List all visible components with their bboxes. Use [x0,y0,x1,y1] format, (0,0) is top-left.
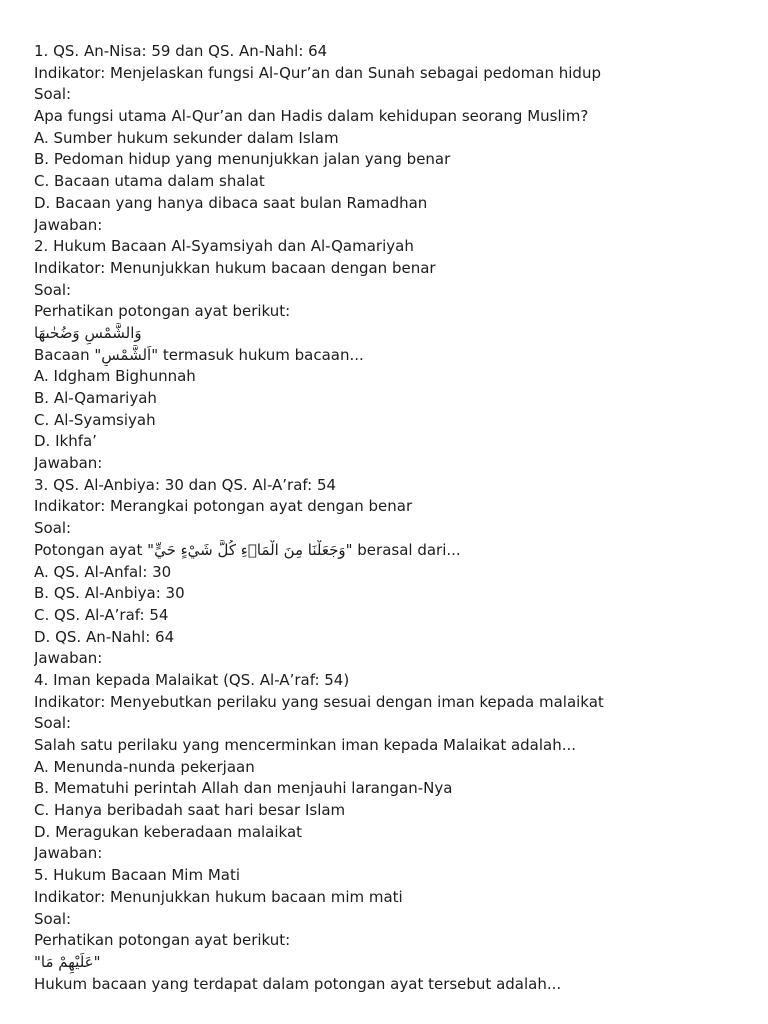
question-5-arabic-verse: "عَلَيْهِمْ مَا" [34,952,101,971]
question-1-option-c: C. Bacaan utama dalam shalat [34,172,265,191]
question-4-soal-label: Soal: [34,714,72,733]
question-1-option-a: A. Sumber hukum sekunder dalam Islam [34,128,339,147]
question-1-text: Apa fungsi utama Al-Qur’an dan Hadis dalam kehidupan seorang Muslim? [34,107,589,126]
question-5-indicator: Indikator: Menunjukkan hukum bacaan mim mati [34,887,403,906]
question-2-soal-label: Soal: [34,280,72,299]
question-5-text: Hukum bacaan yang terdapat dalam potongan ayat tersebut adalah... [34,974,562,993]
question-4-indicator: Indikator: Menyebutkan perilaku yang sesuai dengan iman kepada malaikat [34,692,604,711]
question-3-option-d: D. QS. An-Nahl: 64 [34,627,175,646]
question-2-text: Bacaan "اَلشَّمْسِ" termasuk hukum bacaan... [34,345,364,364]
question-4-text: Salah satu perilaku yang mencerminkan iman kepada Malaikat adalah... [34,736,577,754]
question-4-title: 4. Iman kepada Malaikat (QS. Al-A’raf: 54) [34,670,350,689]
question-5-instruction: Perhatikan potongan ayat berikut: [34,931,291,950]
question-2-answer-label: Jawaban: [34,454,103,473]
question-3-indicator: Indikator: Merangkai potongan ayat dengan benar [34,497,413,516]
question-3-answer-label: Jawaban: [34,649,103,668]
question-2-option-d: D. Ikhfa’ [34,432,97,451]
question-4-option-d: D. Meragukan keberadaan malaikat [34,822,303,841]
question-1-answer-label: Jawaban: [34,215,103,234]
question-4-option-b: B. Mematuhi perintah Allah dan menjauhi larangan-Nya [34,779,453,798]
question-3-soal-label: Soal: [34,519,72,538]
question-3-option-c: C. QS. Al-A’raf: 54 [34,605,169,624]
question-1-title: 1. QS. An-Nisa: 59 dan QS. An-Nahl: 64 [34,42,328,60]
question-2-option-b: B. Al-Qamariyah [34,389,157,407]
question-1-soal-label: Soal: [34,85,72,104]
question-5-title: 5. Hukum Bacaan Mim Mati [34,866,241,885]
question-2-arabic-verse: وَالشَّمْسِ وَضُحٰىهَا [34,323,142,342]
question-3-text: Potongan ayat "وَجَعَلْنَا مِنَ الْمَاۤءِ كُلَّ شَيْءٍ حَيٍّ" berasal dari... [34,540,461,559]
question-3-option-b: B. QS. Al-Anbiya: 30 [34,584,185,603]
question-2-option-c: C. Al-Syamsiyah [34,410,156,429]
question-3-option-a: A. QS. Al-Anfal: 30 [34,562,172,581]
question-4-option-c: C. Hanya beribadah saat hari besar Islam [34,801,346,820]
question-5-soal-label: Soal: [34,909,72,928]
question-1-option-d: D. Bacaan yang hanya dibaca saat bulan Ramadhan [34,193,428,212]
question-4-answer-label: Jawaban: [34,844,103,863]
question-1-indicator: Indikator: Menjelaskan fungsi Al-Qur’an dan Sunah sebagai pedoman hidup [34,63,601,82]
question-2-title: 2. Hukum Bacaan Al-Syamsiyah dan Al-Qamariyah [34,237,414,256]
question-1-option-b: B. Pedoman hidup yang menunjukkan jalan yang benar [34,150,451,169]
question-3-title: 3. QS. Al-Anbiya: 30 dan QS. Al-A’raf: 54 [34,475,337,494]
question-2-instruction: Perhatikan potongan ayat berikut: [34,302,291,321]
question-2-option-a: A. Idgham Bighunnah [34,367,196,386]
question-4-option-a: A. Menunda-nunda pekerjaan [34,757,255,776]
question-2-indicator: Indikator: Menunjukkan hukum bacaan dengan benar [34,258,436,277]
